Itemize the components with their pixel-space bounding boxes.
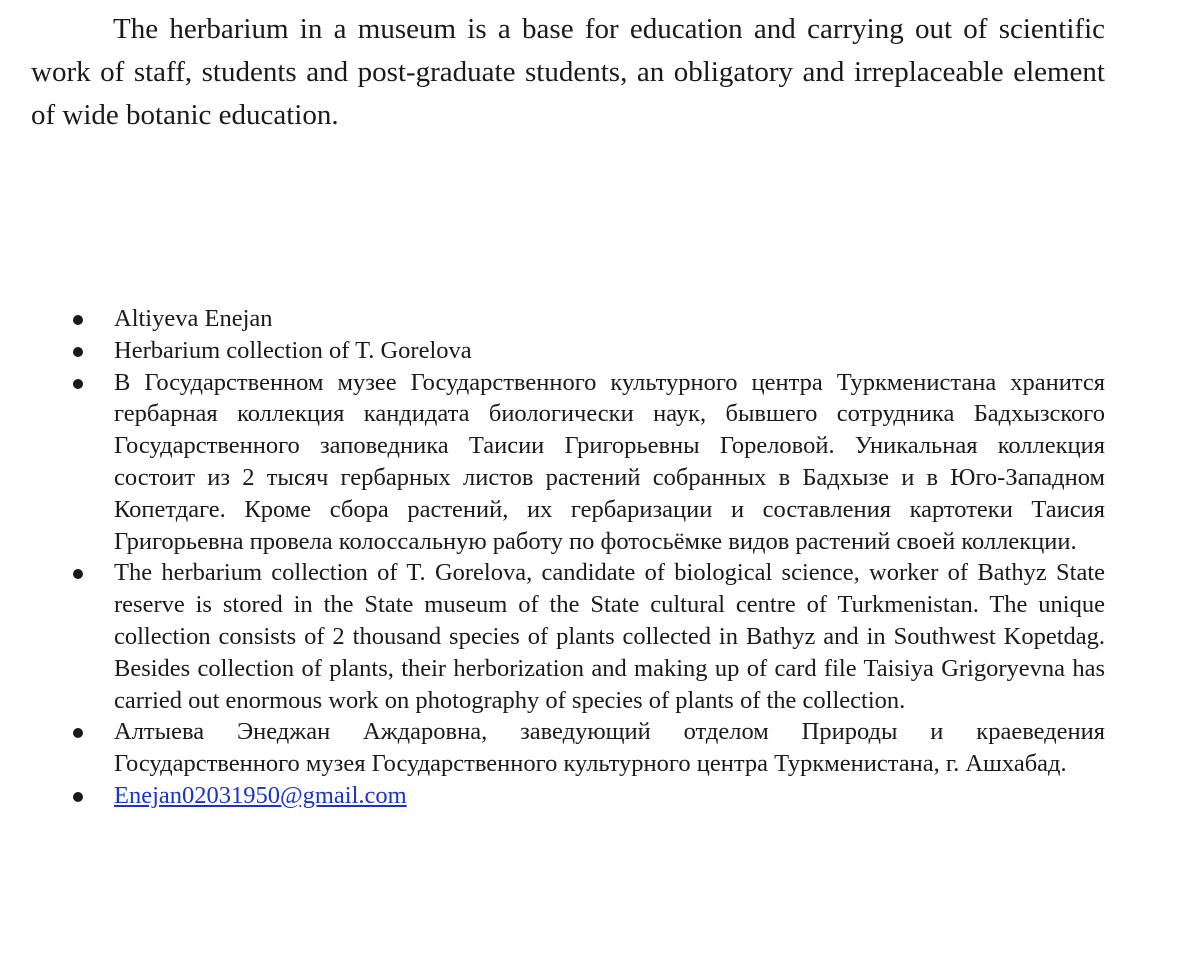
bullet-author — [0, 303, 1105, 335]
abstract-en: The herbarium collection of T. Gorelova, candidate of biological science, worker of Bathyz State reserve is stored in the State museum of the State cultural centre of Turkmenistan. The unique collection consists of 2 thousand species of plants collected in Bathyz and in Southwest Kopetdag. Besides collection of plants, their herborization and making up of card file Taisiya Grigoryevna has carried out enormous work on photography of species of plants of the collection. — [114, 559, 1105, 714]
author-name: Altiyeva Enejan — [114, 305, 273, 332]
bullet-dot — [73, 379, 83, 389]
email-line — [114, 780, 1105, 812]
bullet-abstract-ru — [0, 367, 1105, 558]
email-link[interactable]: Enejan02031950@gmail.com — [114, 781, 407, 809]
bullet-abstract-en — [0, 557, 1105, 716]
bullet-email — [0, 780, 1105, 812]
bullet-dot — [73, 728, 83, 738]
bullet-dot — [73, 792, 83, 802]
intro-paragraph: The herbarium in a museum is a base for education and carrying out of scientific work of staff, students and post-graduate students, an obligatory and irreplaceable element of wide botanic education. — [31, 13, 1105, 131]
bullet-dot — [73, 569, 83, 579]
abstract-ru: В Государственном музее Государственного культурного центра Туркменистана хранится гербарная коллекция кандидата биологически наук, бывшего сотрудника Бадхызского Государственного заповедника Таисии Григорьевны Гореловой. Уникальная коллекция состоит из 2 тысяч гербарных листов растений собранных в Бадхызе и в Юго-Западном Копетдаге. Кроме сбора растений, их гербаризации и составления картотеки Таисия Григорьевна провела колоссальную работу по фотосьёмке видов растений своей коллекции. — [114, 368, 1105, 555]
affiliation-ru: Алтыева Энеджан Аждаровна, заведующий отделом Природы и краеведения Государственного музея Государственного культурного центра Туркменистана, г. Ашхабад. — [114, 718, 1105, 778]
bullet-dot — [73, 347, 83, 357]
bullet-list — [0, 303, 1105, 812]
bullet-dot — [73, 315, 83, 325]
article-title-en: Herbarium collection of T. Gorelova — [114, 336, 472, 364]
bullet-affiliation — [0, 716, 1105, 780]
bullet-title — [0, 335, 1105, 367]
